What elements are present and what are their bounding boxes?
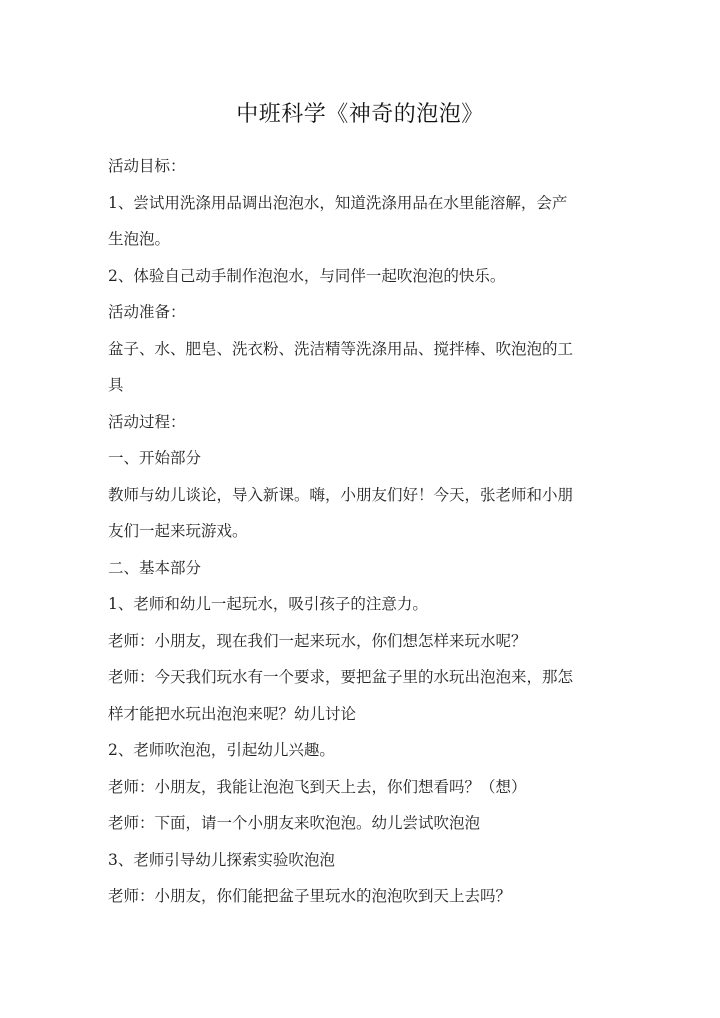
- paragraph-goal-1-line-1: 1、尝试用洗涤用品调出泡泡水，知道洗涤用品在水里能溶解，会产: [108, 193, 568, 212]
- paragraph-step-2: 2、老师吹泡泡，引起幼儿兴趣。: [108, 741, 335, 759]
- paragraph-teacher-4: 老师：下面，请一个小朋友来吹泡泡。幼儿尝试吹泡泡: [108, 814, 481, 832]
- paragraph-teacher-2-line-1: 老师：今天我们玩水有一个要求，要把盆子里的水玩出泡泡来，那怎: [108, 668, 574, 686]
- paragraph-intro-line-1: 教师与幼儿谈论，导入新课。嗨，小朋友们好！今天，张老师和小朋: [108, 485, 574, 504]
- paragraph-step-1: 1、老师和幼儿一起玩水，吸引孩子的注意力。: [108, 595, 428, 613]
- paragraph-intro-line-2: 友们一起来玩游戏。: [108, 522, 248, 540]
- paragraph-section-start: 一、开始部分: [108, 449, 202, 467]
- paragraph-teacher-1: 老师：小朋友，现在我们一起来玩水，你们想怎样来玩水呢？: [108, 631, 527, 650]
- paragraph-goal-1-line-2: 生泡泡。: [108, 230, 171, 248]
- paragraph-teacher-3: 老师：小朋友，我能让泡泡飞到天上去，你们想看吗？（想）: [108, 777, 527, 796]
- paragraph-process-heading: 活动过程：: [108, 412, 186, 431]
- paragraph-preparation-line-2: 具: [108, 376, 124, 394]
- paragraph-preparation-line-1: 盆子、水、肥皂、洗衣粉、洗洁精等洗涤用品、搅拌棒、吹泡泡的工: [108, 339, 574, 358]
- document-body: [108, 148, 614, 915]
- paragraph-preparation-heading: 活动准备：: [108, 303, 186, 321]
- paragraph-teacher-5: 老师：小朋友，你们能把盆子里玩水的泡泡吹到天上去吗？: [108, 887, 512, 905]
- paragraph-step-3: 3、老师引导幼儿探索实验吹泡泡: [108, 850, 335, 869]
- document-title: 中班科学《神奇的泡泡》: [236, 102, 484, 127]
- paragraph-goal-2: 2、体验自己动手制作泡泡水，与同伴一起吹泡泡的快乐。: [108, 266, 506, 285]
- paragraph-teacher-2-line-2: 样才能把水玩出泡泡来呢？幼儿讨论: [108, 704, 357, 723]
- paragraph-section-basic: 二、基本部分: [108, 558, 202, 577]
- paragraph-goals-heading: 活动目标：: [108, 157, 186, 175]
